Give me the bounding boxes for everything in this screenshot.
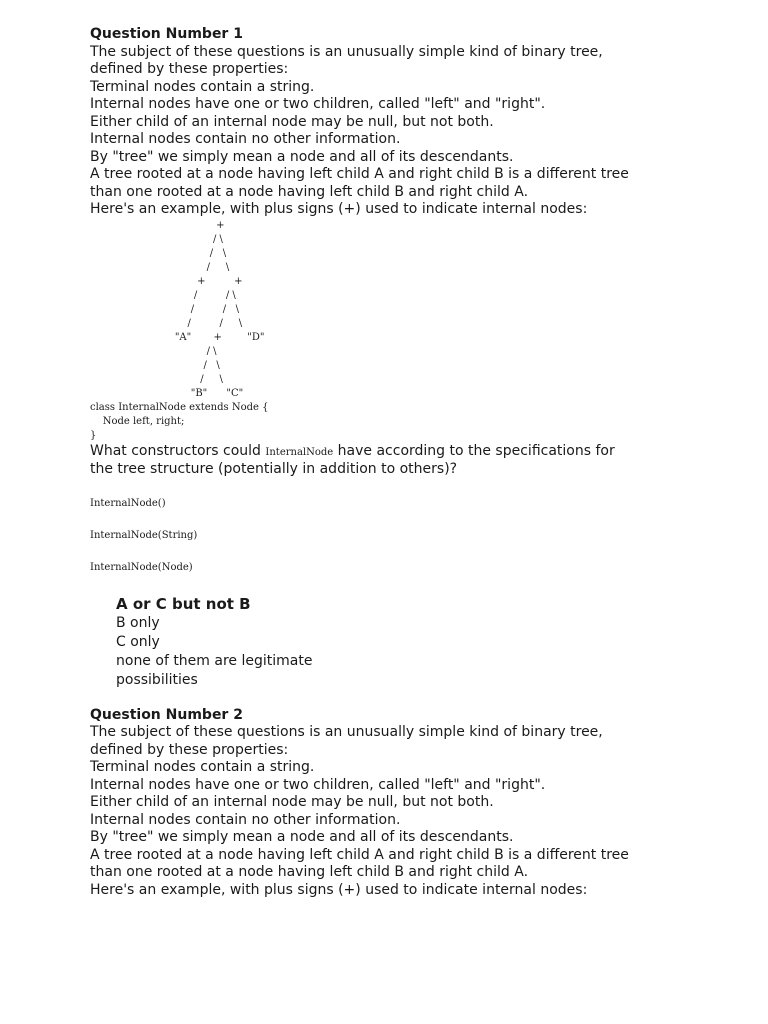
tree-diagram — [0, 219, 700, 401]
option-c: InternalNode(Node) — [90, 561, 193, 573]
q1-line: Internal nodes contain no other information. — [90, 131, 401, 147]
q2-line: The subject of these questions is an unusually simple kind of binary tree, — [90, 724, 603, 740]
q2-line: Either child of an internal node may be null, but not both. — [90, 794, 494, 810]
q1-line: defined by these properties: — [90, 61, 289, 77]
answer-list — [90, 595, 700, 690]
code-line: } — [90, 429, 97, 441]
q1-line: Here's an example, with plus signs (+) used to indicate internal nodes: — [90, 201, 588, 217]
tree-line: / / \ — [0, 303, 239, 315]
tree-line: / \ — [0, 233, 223, 245]
q1-line: Either child of an internal node may be null, but not both. — [90, 113, 494, 130]
question-1-prompt-line2: the tree structure (potentially in addition to others)? — [90, 461, 458, 477]
q1-line: Terminal nodes contain a string. — [90, 78, 315, 95]
tree-line: / \ — [0, 345, 217, 357]
tree-line: + — [0, 219, 225, 231]
q2-line: A tree rooted at a node having left child A and right child B is a different tree — [90, 846, 629, 863]
question-2-title: Question Number 2 — [90, 706, 243, 723]
answer-choice[interactable]: A or C but not B — [116, 594, 251, 613]
q2-line: Internal nodes contain no other information. — [90, 811, 401, 828]
q2-line: Internal nodes have one or two children, called "left" and "right". — [90, 776, 546, 793]
q1-line: than one rooted at a node having left child B and right child A. — [90, 183, 529, 200]
tree-line: "B" "C" — [0, 387, 244, 399]
tree-line: + + — [0, 275, 243, 287]
code-line: class InternalNode extends Node { — [90, 401, 269, 413]
q2-line: defined by these properties: — [90, 741, 289, 758]
option-a: InternalNode() — [90, 497, 166, 509]
option-b: InternalNode(String) — [90, 529, 198, 541]
question-1-prompt — [90, 443, 700, 462]
tree-line: / / \ — [0, 317, 243, 329]
answer-choice[interactable]: none of them are legitimate — [116, 652, 313, 669]
answer-choice[interactable]: possibilities — [116, 671, 198, 688]
tree-line: "A" + "D" — [0, 331, 265, 343]
q1-line: By "tree" we simply mean a node and all of its descendants. — [90, 148, 514, 165]
code-line: Node left, right; — [90, 415, 185, 427]
q2-line: Terminal nodes contain a string. — [90, 759, 315, 775]
answer-choice[interactable]: C only — [116, 633, 160, 650]
answer-choice[interactable]: B only — [116, 614, 160, 631]
q2-line: By "tree" we simply mean a node and all of its descendants. — [90, 829, 514, 845]
q2-line: than one rooted at a node having left child B and right child A. — [90, 864, 529, 880]
q1-line: Internal nodes have one or two children, called "left" and "right". — [90, 96, 546, 112]
q2-line: Here's an example, with plus signs (+) used to indicate internal nodes: — [90, 881, 588, 898]
question-1-title: Question Number 1 — [90, 26, 243, 42]
prompt-text: What constructors could — [90, 442, 266, 459]
tree-line: / \ — [0, 261, 230, 273]
tree-line: / \ — [0, 359, 220, 371]
prompt-text: have according to the specifications for — [333, 442, 615, 459]
tree-line: / \ — [0, 247, 227, 259]
tree-line: / \ — [0, 373, 223, 385]
q1-line: A tree rooted at a node having left child A and right child B is a different tree — [90, 166, 629, 182]
code-block — [90, 401, 700, 443]
q1-line: The subject of these questions is an unusually simple kind of binary tree, — [90, 43, 603, 60]
tree-line: / / \ — [0, 289, 236, 301]
document-page — [0, 26, 700, 899]
prompt-code: InternalNode — [265, 446, 334, 458]
